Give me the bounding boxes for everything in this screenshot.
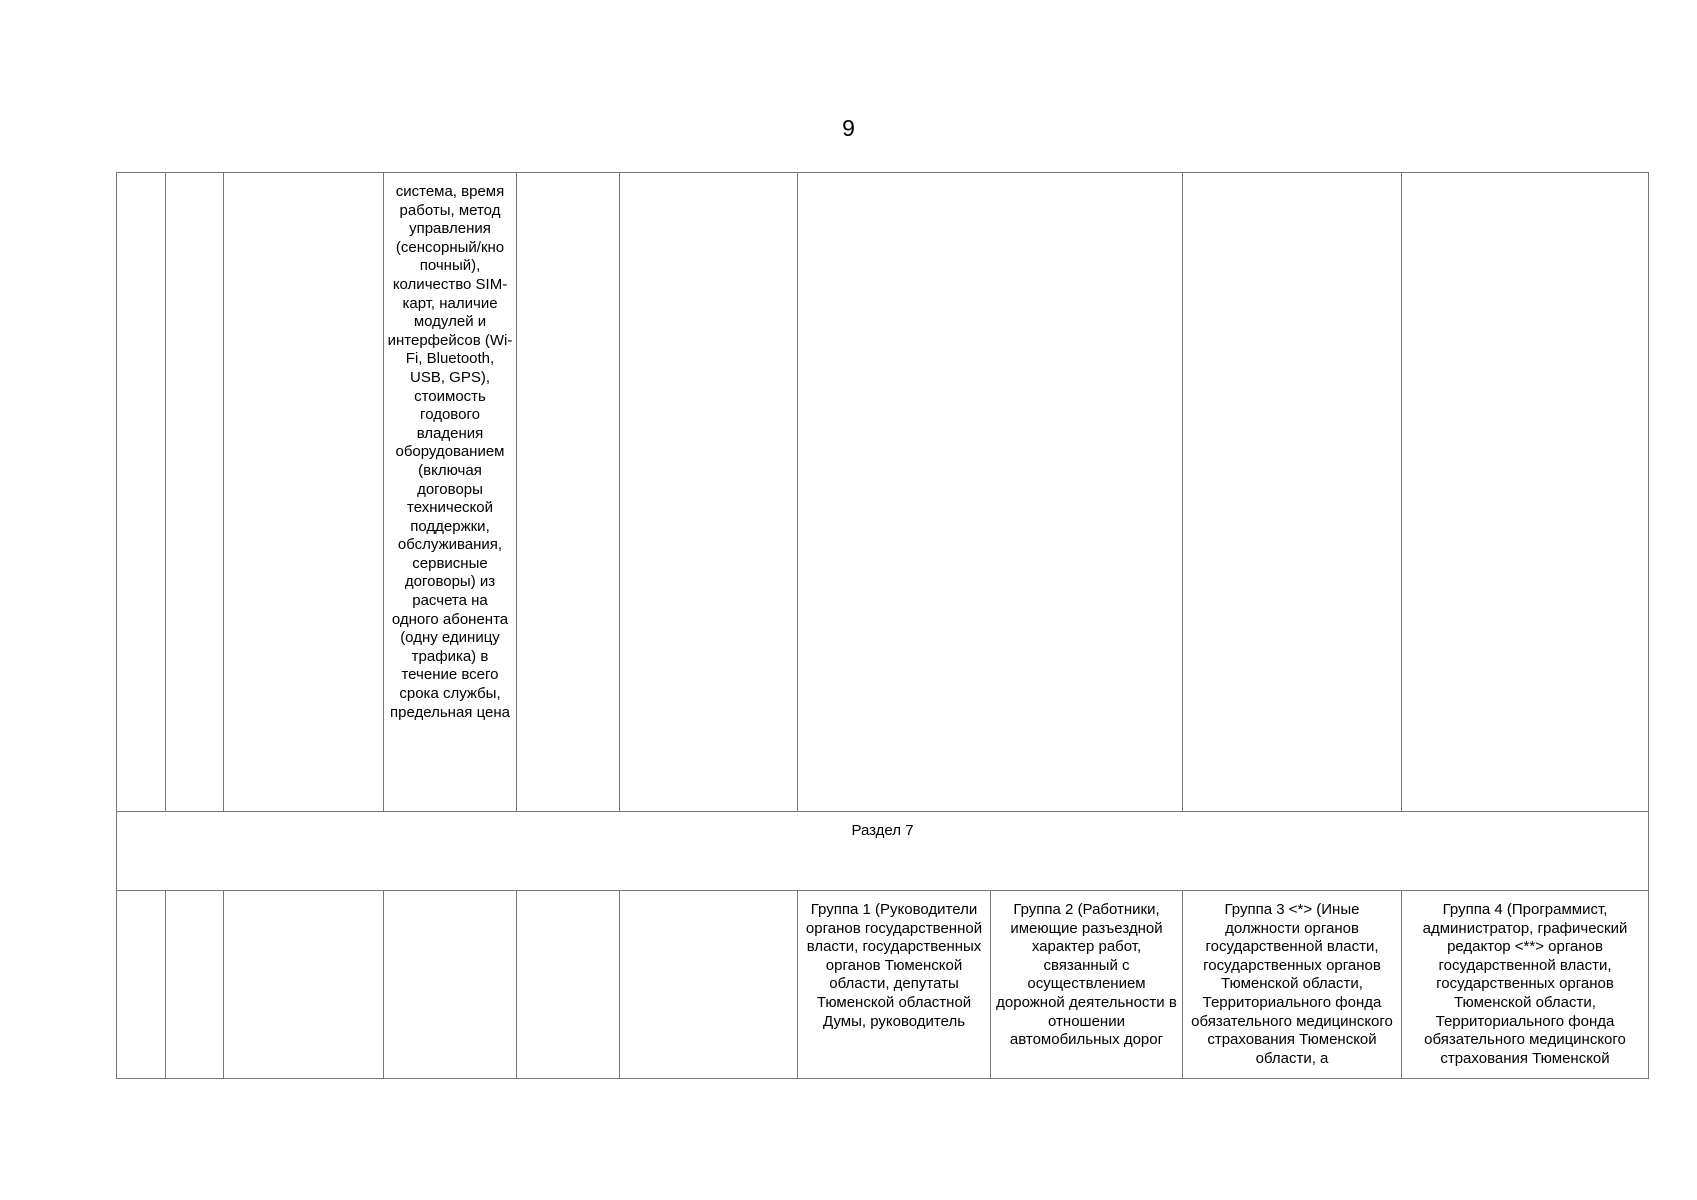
characteristics-text: система, время работы, метод управления (сенсорный/кно почный), количество SIM-карт, наличие модулей и интерфейсов (Wi-Fi, Bluetooth, USB, GPS), стоимость годового владения оборудованием (включая договоры технической поддержки, обслуживания, сервисные договоры) из расчета на одного абонента (одну единицу трафика) в течение всего срока службы, предельная цена [387, 183, 513, 721]
table-cell-empty [117, 891, 166, 1079]
table-cell-empty [517, 891, 620, 1079]
table-row-section [117, 812, 1649, 891]
table-cell-empty [1183, 173, 1402, 812]
section-cell [117, 812, 1649, 891]
table-cell-empty [166, 891, 224, 1079]
table-row-characteristics [117, 173, 1649, 812]
section-title: Раздел 7 [851, 822, 914, 839]
page-number: 9 [842, 115, 855, 141]
table-cell-name [224, 173, 384, 812]
table-cell-empty [620, 173, 798, 812]
requirements-table [116, 172, 1649, 1079]
table-row-groups [117, 891, 1649, 1079]
group-cell-1 [798, 891, 991, 1079]
table-cell-empty [798, 173, 1183, 812]
table-cell-number [117, 173, 166, 812]
table-cell-empty [224, 891, 384, 1079]
table-cell-empty [1402, 173, 1649, 812]
table-cell-characteristics [384, 173, 517, 812]
table-cell-empty [384, 891, 517, 1079]
group-2-text: Группа 2 (Работники, имеющие разъездной характер работ, связанный с осуществлением дорожной деятельности в отношении автомобильных дорог [996, 901, 1177, 1049]
group-1-text: Группа 1 (Руководители органов государственной власти, государственных органов Тюменской области, депутаты Тюменской областной Думы, руководитель [805, 901, 983, 1030]
group-cell-3 [1183, 891, 1402, 1079]
group-4-text: Группа 4 (Программист, администратор, графический редактор <**> органов государственной власти, государственных органов Тюменской области, Территориального фонда обязательного медицинского страхования Тюменской [1422, 901, 1628, 1067]
group-cell-2 [991, 891, 1183, 1079]
group-cell-4 [1402, 891, 1649, 1079]
group-3-text: Группа 3 <*> (Иные должности органов государственной власти, государственных органов Тюменской области, Территориального фонда обязательного медицинского страхования Тюменской области, а [1191, 901, 1393, 1067]
table-cell-empty [517, 173, 620, 812]
table-cell-code [166, 173, 224, 812]
table-cell-empty [620, 891, 798, 1079]
